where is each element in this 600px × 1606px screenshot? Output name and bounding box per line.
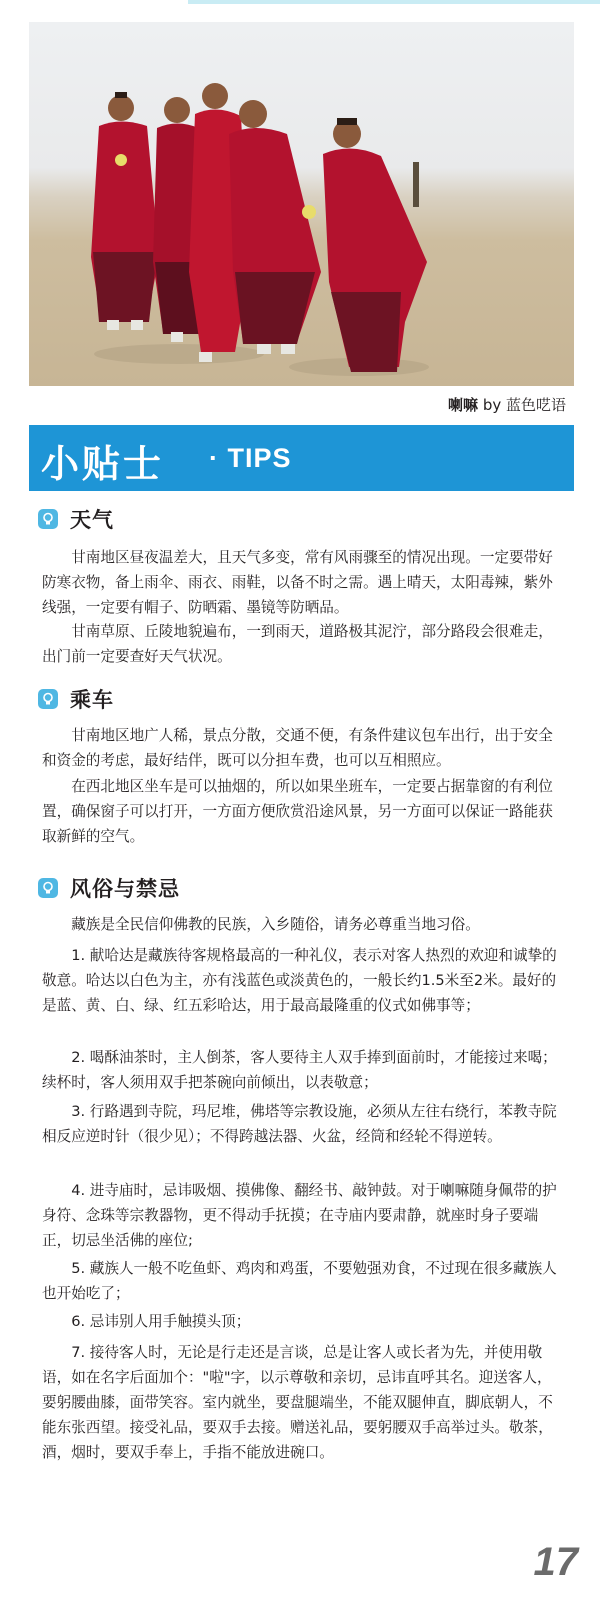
tips-header-bar — [29, 425, 574, 491]
monk-figure — [302, 118, 427, 372]
section-title: 天气 — [70, 508, 114, 532]
lightbulb-icon — [38, 509, 58, 529]
paragraph: 藏族是全民信仰佛教的民族，入乡随俗，请务必尊重当地习俗。 — [71, 916, 480, 933]
paragraph: 4. 进寺庙时，忌讳吸烟、摸佛像、翻经书、敲钟鼓。对于喇嘛随身佩带的护身符、念珠等宗教器物，更不得动手抚摸；在寺庙内要肃静，就座时身子要端正，切忌坐活佛的座位; — [42, 1182, 557, 1249]
paragraph: 在西北地区坐车是可以抽烟的，所以如果坐班车，一定要占据靠窗的有利位置，确保窗子可以打开，一方面方便欣赏沿途风景，另一方面可以保证一路能获取新鲜的空气。 — [42, 778, 553, 845]
monk-figure — [91, 92, 159, 330]
section-heading-customs — [38, 875, 180, 901]
paragraph: 甘南地区昼夜温差大，且天气多变，常有风雨骤至的情况出现。一定要带好防寒衣物，备上雨伞、雨衣、雨鞋，以备不时之需。遇上晴天，太阳毒辣，紫外线强，一定要有帽子、防晒霜、墨镜等防晒品。 — [42, 549, 553, 616]
paragraph: 甘南草原、丘陵地貌遍布，一到雨天，道路极其泥泞，部分路段会很难走，出门前一定要查好天气状况。 — [42, 623, 553, 665]
paragraph: 6. 忌讳别人用手触摸头顶； — [71, 1313, 251, 1330]
top-accent-bar — [188, 0, 600, 4]
page-number: 17 — [533, 1540, 578, 1584]
post — [413, 162, 419, 207]
paragraph: 甘南地区地广人稀，景点分散，交通不便，有条件建议包车出行，出于安全和资金的考虑，最好结伴，既可以分担车费，也可以互相照应。 — [42, 727, 553, 769]
section-title: 风俗与禁忌 — [70, 877, 180, 901]
section-title: 乘车 — [70, 688, 114, 712]
monks-illustration — [29, 22, 574, 386]
paragraph: 2. 喝酥油茶时，主人倒茶，客人要待主人双手捧到面前时，才能接过来喝；续杯时，客人须用双手把茶碗向前倾出，以表敬意； — [42, 1049, 557, 1091]
lightbulb-icon — [38, 878, 58, 898]
photo-caption — [448, 394, 566, 415]
tips-title-en: · TIPS — [209, 443, 292, 473]
lightbulb-icon — [38, 689, 58, 709]
tips-title-zh: 小贴士 — [41, 442, 165, 486]
monks-photo — [29, 22, 574, 386]
paragraph: 5. 藏族人一般不吃鱼虾、鸡肉和鸡蛋，不要勉强劝食，不过现在很多藏族人也开始吃了； — [42, 1260, 557, 1302]
paragraph: 3. 行路遇到寺院，玛尼堆，佛塔等宗教设施，必须从左往右绕行，苯教寺院相反应逆时针（很少见）；不得跨越法器、火盆，经筒和经轮不得逆转。 — [42, 1103, 557, 1145]
section-heading-transport — [38, 686, 114, 712]
paragraph: 1. 献哈达是藏族待客规格最高的一种礼仪，表示对客人热烈的欢迎和诚挚的敬意。哈达以白色为主，亦有浅蓝色或淡黄色的，一般长约1.5米至2米。最好的是蓝、黄、白、绿、红五彩哈达，用于最高最隆重的仪式如佛事等； — [42, 947, 557, 1014]
caption-credit: by 蓝色呓语 — [478, 396, 566, 414]
monk-figure — [229, 100, 321, 354]
paragraph: 7. 接待客人时，无论是行走还是言谈，总是让客人或长者为先，并使用敬语，如在名字后面加个："啦"字，以示尊敬和亲切，忌讳直呼其名。迎送客人，要躬腰曲膝，面带笑容。室内就坐，要盘腿端坐，不能双腿伸直，脚底朝人，不能东张西望。接受礼品，要双手去接。赠送礼品，要躬腰双手高举过头。敬茶，酒，烟时，要双手奉上，手指不能放进碗口。 — [42, 1344, 553, 1461]
caption-subject: 喇嘛 — [448, 396, 479, 414]
section-heading-weather — [38, 506, 114, 532]
